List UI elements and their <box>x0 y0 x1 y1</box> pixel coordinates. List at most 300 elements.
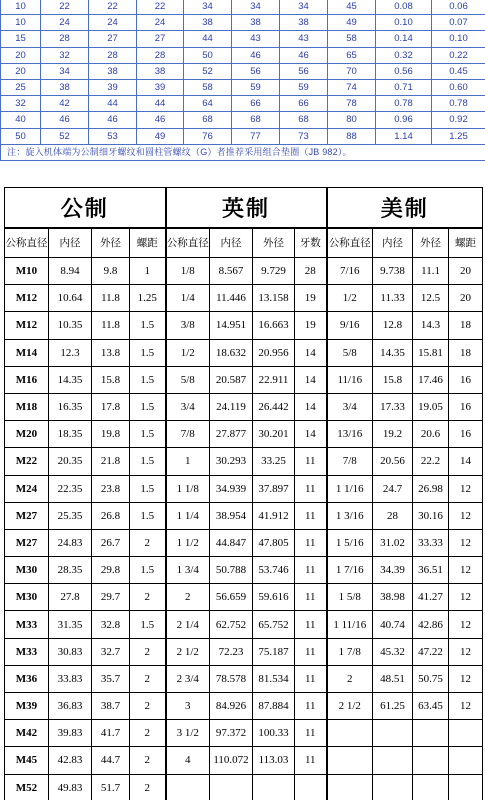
thread-cell: M12 <box>5 312 49 339</box>
top-table-cell: 38 <box>41 79 89 95</box>
thread-cell: 42.86 <box>413 611 449 638</box>
column-header: 外径 <box>413 228 449 258</box>
thread-cell: 97.372 <box>210 720 253 747</box>
thread-cell: 3/4 <box>166 393 210 420</box>
top-table-cell: 59 <box>280 79 328 95</box>
thread-cell <box>373 720 413 747</box>
thread-spec-table <box>4 187 483 800</box>
thread-row <box>5 502 483 529</box>
thread-row <box>5 747 483 774</box>
thread-cell: 30.293 <box>210 448 253 475</box>
thread-cell: 110.072 <box>210 747 253 774</box>
thread-cell: 1/2 <box>327 285 373 312</box>
thread-cell: 2 <box>130 720 166 747</box>
thread-cell: 10.64 <box>49 285 92 312</box>
top-table-cell: 34 <box>232 0 280 15</box>
top-table-cell: 10 <box>1 0 41 15</box>
thread-cell: M12 <box>5 285 49 312</box>
thread-cell: 3/4 <box>327 393 373 420</box>
top-table-cell: 68 <box>232 112 280 128</box>
thread-cell: 11.8 <box>92 285 130 312</box>
top-table-cell: 64 <box>184 96 232 112</box>
thread-cell: 12.3 <box>49 339 92 366</box>
thread-cell: 16.663 <box>253 312 295 339</box>
top-table-cell: 34 <box>41 63 89 79</box>
thread-cell: 26.8 <box>92 502 130 529</box>
thread-cell: 39.83 <box>49 720 92 747</box>
top-table-cell: 77 <box>232 128 280 144</box>
group-header-row <box>5 188 483 228</box>
thread-cell <box>373 774 413 800</box>
top-spec-table-region <box>0 0 485 182</box>
thread-cell: 47.22 <box>413 638 449 665</box>
top-table-cell: 44 <box>184 31 232 47</box>
thread-cell: 2 <box>166 584 210 611</box>
thread-cell: 47.805 <box>253 529 295 556</box>
thread-cell: 2 <box>130 774 166 800</box>
thread-cell: M30 <box>5 557 49 584</box>
thread-cell <box>413 747 449 774</box>
thread-cell: 63.45 <box>413 693 449 720</box>
top-table-cell: 56 <box>280 63 328 79</box>
thread-row <box>5 393 483 420</box>
top-table-cell: 15 <box>1 31 41 47</box>
top-table-cell: 24 <box>89 15 137 31</box>
thread-cell: 65.752 <box>253 611 295 638</box>
thread-cell: 1.5 <box>130 366 166 393</box>
thread-cell: 11 <box>295 747 327 774</box>
thread-row <box>5 774 483 800</box>
thread-cell: 29.7 <box>92 584 130 611</box>
thread-cell: 11 <box>295 529 327 556</box>
thread-cell: 50.75 <box>413 665 449 692</box>
thread-cell: 16 <box>449 393 483 420</box>
thread-cell: 11/16 <box>327 366 373 393</box>
top-table-cell: 46 <box>89 112 137 128</box>
thread-cell: 41.27 <box>413 584 449 611</box>
top-table-cell: 1.14 <box>376 128 432 144</box>
top-table-cell: 0.32 <box>376 47 432 63</box>
thread-cell: 2 <box>130 529 166 556</box>
thread-cell: 1.25 <box>130 285 166 312</box>
thread-cell: 18.632 <box>210 339 253 366</box>
top-table-cell: 43 <box>280 31 328 47</box>
top-table-cell: 46 <box>137 112 184 128</box>
thread-row <box>5 584 483 611</box>
thread-row <box>5 693 483 720</box>
column-header: 螺距 <box>130 228 166 258</box>
thread-cell: 2 1/2 <box>327 693 373 720</box>
thread-cell <box>449 774 483 800</box>
thread-cell: 12.5 <box>413 285 449 312</box>
thread-cell: 2 <box>130 638 166 665</box>
column-header: 公称直径 <box>166 228 210 258</box>
thread-cell: 14 <box>295 366 327 393</box>
thread-cell: 1 1/16 <box>327 475 373 502</box>
top-table-cell: 44 <box>137 96 184 112</box>
top-table-note: 注：旋入机体端为公制细牙螺纹和圆柱管螺纹（G）者推荐采用组合垫圈（JB 982）。 <box>1 144 485 160</box>
thread-cell: 26.98 <box>413 475 449 502</box>
thread-row <box>5 529 483 556</box>
thread-cell: 2 3/4 <box>166 665 210 692</box>
thread-cell: 11 <box>295 720 327 747</box>
thread-cell: 1 7/8 <box>327 638 373 665</box>
top-table-cell: 43 <box>232 31 280 47</box>
top-table-row <box>1 96 485 112</box>
thread-cell: 14 <box>295 421 327 448</box>
top-table-cell: 73 <box>280 128 328 144</box>
thread-cell: 8.567 <box>210 258 253 285</box>
thread-cell: 1 5/16 <box>327 529 373 556</box>
top-table-cell: 0.22 <box>432 47 485 63</box>
thread-row <box>5 285 483 312</box>
thread-cell: 32.8 <box>92 611 130 638</box>
top-table-cell: 0.07 <box>432 15 485 31</box>
thread-cell: 35.7 <box>92 665 130 692</box>
top-table-cell: 27 <box>89 31 137 47</box>
top-table-cell: 20 <box>1 47 41 63</box>
top-table-cell: 20 <box>1 63 41 79</box>
top-table-cell: 22 <box>137 0 184 15</box>
thread-cell: 1 <box>130 258 166 285</box>
thread-cell: 61.25 <box>373 693 413 720</box>
thread-cell: 30.83 <box>49 638 92 665</box>
top-table-cell: 42 <box>41 96 89 112</box>
thread-cell: 7/8 <box>327 448 373 475</box>
thread-cell: 1.5 <box>130 557 166 584</box>
thread-cell: 12 <box>449 638 483 665</box>
thread-cell: 12 <box>449 584 483 611</box>
thread-cell <box>413 720 449 747</box>
thread-cell: 1.5 <box>130 611 166 638</box>
column-header: 公称直径 <box>327 228 373 258</box>
top-table-cell: 38 <box>280 15 328 31</box>
thread-cell: 3 <box>166 693 210 720</box>
thread-cell: 1 1/2 <box>166 529 210 556</box>
thread-cell: 84.926 <box>210 693 253 720</box>
top-table-cell: 24 <box>137 15 184 31</box>
thread-cell: 33.33 <box>413 529 449 556</box>
top-table-cell: 40 <box>1 112 41 128</box>
thread-cell: 1 3/4 <box>166 557 210 584</box>
top-table-note-row <box>1 144 485 160</box>
top-table-cell: 65 <box>328 47 376 63</box>
top-table-cell: 45 <box>328 0 376 15</box>
thread-cell: M36 <box>5 665 49 692</box>
thread-cell: 11 <box>295 502 327 529</box>
thread-cell: 25.35 <box>49 502 92 529</box>
top-table-cell: 22 <box>89 0 137 15</box>
thread-cell: 27.8 <box>49 584 92 611</box>
top-table-cell: 32 <box>41 47 89 63</box>
top-table-cell: 28 <box>41 31 89 47</box>
thread-cell: 19.8 <box>92 421 130 448</box>
thread-cell: 75.187 <box>253 638 295 665</box>
thread-cell: 2 <box>130 584 166 611</box>
top-table-cell: 46 <box>232 47 280 63</box>
thread-cell: 38.7 <box>92 693 130 720</box>
thread-cell: 2 <box>130 747 166 774</box>
thread-cell: 14 <box>449 448 483 475</box>
top-table-cell: 38 <box>184 15 232 31</box>
thread-cell: 5/8 <box>327 339 373 366</box>
column-header: 公称直径 <box>5 228 49 258</box>
top-table-cell: 10 <box>1 15 41 31</box>
thread-cell: 9.738 <box>373 258 413 285</box>
thread-cell: 16 <box>449 421 483 448</box>
top-table-cell: 56 <box>232 63 280 79</box>
top-table-cell: 80 <box>328 112 376 128</box>
thread-cell: 21.8 <box>92 448 130 475</box>
thread-cell: 22.35 <box>49 475 92 502</box>
thread-cell: 1 1/8 <box>166 475 210 502</box>
thread-cell <box>253 774 295 800</box>
thread-row <box>5 638 483 665</box>
thread-cell: 13.8 <box>92 339 130 366</box>
thread-table-body <box>5 188 483 800</box>
thread-cell: M39 <box>5 693 49 720</box>
top-table-row <box>1 0 485 15</box>
thread-cell: 44.847 <box>210 529 253 556</box>
thread-cell <box>166 774 210 800</box>
top-table-cell: 0.14 <box>376 31 432 47</box>
thread-cell: 9.729 <box>253 258 295 285</box>
thread-cell: 26.7 <box>92 529 130 556</box>
top-table-cell: 50 <box>184 47 232 63</box>
top-table-cell: 38 <box>137 63 184 79</box>
top-table-cell: 1.25 <box>432 128 485 144</box>
thread-cell: 2 1/2 <box>166 638 210 665</box>
thread-cell: M24 <box>5 475 49 502</box>
thread-cell: 31.35 <box>49 611 92 638</box>
top-table-cell: 52 <box>184 63 232 79</box>
thread-cell: M20 <box>5 421 49 448</box>
top-table-cell: 0.96 <box>376 112 432 128</box>
thread-cell <box>373 747 413 774</box>
thread-cell <box>295 774 327 800</box>
thread-cell: 8.94 <box>49 258 92 285</box>
thread-cell: 15.81 <box>413 339 449 366</box>
top-table-cell: 28 <box>89 47 137 63</box>
thread-cell: 11 <box>295 611 327 638</box>
top-table-row <box>1 31 485 47</box>
thread-cell: 49.83 <box>49 774 92 800</box>
thread-cell: 30.201 <box>253 421 295 448</box>
column-header: 牙数 <box>295 228 327 258</box>
top-table-cell: 38 <box>89 63 137 79</box>
thread-cell: 37.897 <box>253 475 295 502</box>
thread-cell: 100.33 <box>253 720 295 747</box>
thread-cell: 48.51 <box>373 665 413 692</box>
thread-row <box>5 421 483 448</box>
top-table-cell: 0.10 <box>376 15 432 31</box>
thread-cell: 1.5 <box>130 393 166 420</box>
thread-cell: 14.35 <box>49 366 92 393</box>
thread-cell: 17.33 <box>373 393 413 420</box>
thread-cell: 62.752 <box>210 611 253 638</box>
thread-cell: 24.7 <box>373 475 413 502</box>
top-table-cell: 78 <box>328 96 376 112</box>
thread-row <box>5 339 483 366</box>
top-table-cell: 34 <box>280 0 328 15</box>
thread-row <box>5 258 483 285</box>
thread-cell: 87.884 <box>253 693 295 720</box>
thread-cell: 28 <box>373 502 413 529</box>
top-table-body <box>1 0 485 160</box>
thread-row <box>5 448 483 475</box>
thread-cell: M30 <box>5 584 49 611</box>
thread-cell: 18.35 <box>49 421 92 448</box>
thread-cell: 11.446 <box>210 285 253 312</box>
thread-cell: 11 <box>295 584 327 611</box>
thread-cell: 12 <box>449 557 483 584</box>
top-table-cell: 58 <box>184 79 232 95</box>
column-header: 内径 <box>49 228 92 258</box>
top-table-cell: 76 <box>184 128 232 144</box>
column-header: 内径 <box>373 228 413 258</box>
thread-cell: 12.8 <box>373 312 413 339</box>
top-table-cell: 52 <box>41 128 89 144</box>
thread-cell: M33 <box>5 638 49 665</box>
thread-cell: 1 7/16 <box>327 557 373 584</box>
thread-cell: 9.8 <box>92 258 130 285</box>
thread-row <box>5 312 483 339</box>
thread-cell: 53.746 <box>253 557 295 584</box>
thread-cell: M42 <box>5 720 49 747</box>
thread-cell: 18 <box>449 312 483 339</box>
thread-cell: 16 <box>449 366 483 393</box>
thread-cell: 11 <box>295 475 327 502</box>
top-table-row <box>1 47 485 63</box>
thread-cell: 30.16 <box>413 502 449 529</box>
top-table-cell: 24 <box>41 15 89 31</box>
thread-cell: 14.3 <box>413 312 449 339</box>
thread-cell: 26.442 <box>253 393 295 420</box>
top-table-cell: 58 <box>328 31 376 47</box>
thread-cell: 36.83 <box>49 693 92 720</box>
thread-cell: 1 1/4 <box>166 502 210 529</box>
top-table-cell: 50 <box>1 128 41 144</box>
top-table-cell: 0.78 <box>432 96 485 112</box>
thread-cell: 32.7 <box>92 638 130 665</box>
top-table-cell: 0.92 <box>432 112 485 128</box>
thread-cell: 14 <box>295 339 327 366</box>
thread-cell: M27 <box>5 502 49 529</box>
thread-cell: 20.56 <box>373 448 413 475</box>
thread-cell: 15.8 <box>92 366 130 393</box>
thread-cell: 1.5 <box>130 502 166 529</box>
top-spec-table <box>0 0 485 161</box>
thread-cell: 2 <box>327 665 373 692</box>
top-table-cell: 46 <box>280 47 328 63</box>
thread-cell: 7/16 <box>327 258 373 285</box>
thread-cell <box>210 774 253 800</box>
group-american: 美制 <box>327 188 483 228</box>
thread-cell: 33.25 <box>253 448 295 475</box>
top-table-cell: 39 <box>137 79 184 95</box>
thread-cell: 3 1/2 <box>166 720 210 747</box>
thread-row <box>5 720 483 747</box>
top-table-cell: 25 <box>1 79 41 95</box>
thread-cell: 14.951 <box>210 312 253 339</box>
thread-cell: 20 <box>449 258 483 285</box>
thread-cell: 113.03 <box>253 747 295 774</box>
column-header-row <box>5 228 483 258</box>
thread-cell: 7/8 <box>166 421 210 448</box>
thread-cell: 27.877 <box>210 421 253 448</box>
thread-cell: 1/2 <box>166 339 210 366</box>
top-table-row <box>1 15 485 31</box>
thread-cell: 34.939 <box>210 475 253 502</box>
column-header: 外径 <box>253 228 295 258</box>
thread-cell: 1.5 <box>130 475 166 502</box>
column-header: 螺距 <box>449 228 483 258</box>
thread-cell: 38.954 <box>210 502 253 529</box>
top-table-cell: 68 <box>184 112 232 128</box>
thread-cell: 22.2 <box>413 448 449 475</box>
thread-cell: 1.5 <box>130 312 166 339</box>
top-table-cell: 0.78 <box>376 96 432 112</box>
top-table-cell: 88 <box>328 128 376 144</box>
thread-cell: 17.46 <box>413 366 449 393</box>
thread-cell: 1/8 <box>166 258 210 285</box>
thread-cell: 23.8 <box>92 475 130 502</box>
thread-cell: 15.8 <box>373 366 413 393</box>
thread-cell: 45.32 <box>373 638 413 665</box>
thread-cell: 1/4 <box>166 285 210 312</box>
column-header: 内径 <box>210 228 253 258</box>
thread-cell: 19.2 <box>373 421 413 448</box>
group-imperial: 英制 <box>166 188 327 228</box>
thread-spec-table-region <box>0 187 485 800</box>
thread-cell: M33 <box>5 611 49 638</box>
thread-cell: M27 <box>5 529 49 556</box>
thread-cell: 1 5/8 <box>327 584 373 611</box>
thread-cell: 1.5 <box>130 339 166 366</box>
group-metric: 公制 <box>5 188 166 228</box>
thread-cell: 11.1 <box>413 258 449 285</box>
thread-cell: 12 <box>449 475 483 502</box>
thread-cell <box>327 774 373 800</box>
top-table-cell: 0.45 <box>432 63 485 79</box>
top-table-cell: 49 <box>328 15 376 31</box>
thread-cell: 12 <box>449 529 483 556</box>
top-table-cell: 0.10 <box>432 31 485 47</box>
thread-cell: 28.35 <box>49 557 92 584</box>
top-table-cell: 32 <box>1 96 41 112</box>
column-header: 外径 <box>92 228 130 258</box>
thread-row <box>5 611 483 638</box>
thread-cell: 12 <box>449 502 483 529</box>
thread-cell: 1 11/16 <box>327 611 373 638</box>
top-table-cell: 70 <box>328 63 376 79</box>
top-table-cell: 68 <box>280 112 328 128</box>
thread-cell: 14 <box>295 393 327 420</box>
thread-cell <box>413 774 449 800</box>
top-table-cell: 44 <box>89 96 137 112</box>
thread-cell: 28 <box>295 258 327 285</box>
thread-cell: M14 <box>5 339 49 366</box>
thread-cell: 17.8 <box>92 393 130 420</box>
top-table-cell: 0.06 <box>432 0 485 15</box>
thread-cell: 40.74 <box>373 611 413 638</box>
top-table-cell: 0.56 <box>376 63 432 79</box>
thread-cell: 13/16 <box>327 421 373 448</box>
thread-row <box>5 665 483 692</box>
thread-cell: M22 <box>5 448 49 475</box>
top-table-cell: 34 <box>184 0 232 15</box>
thread-cell: 5/8 <box>166 366 210 393</box>
